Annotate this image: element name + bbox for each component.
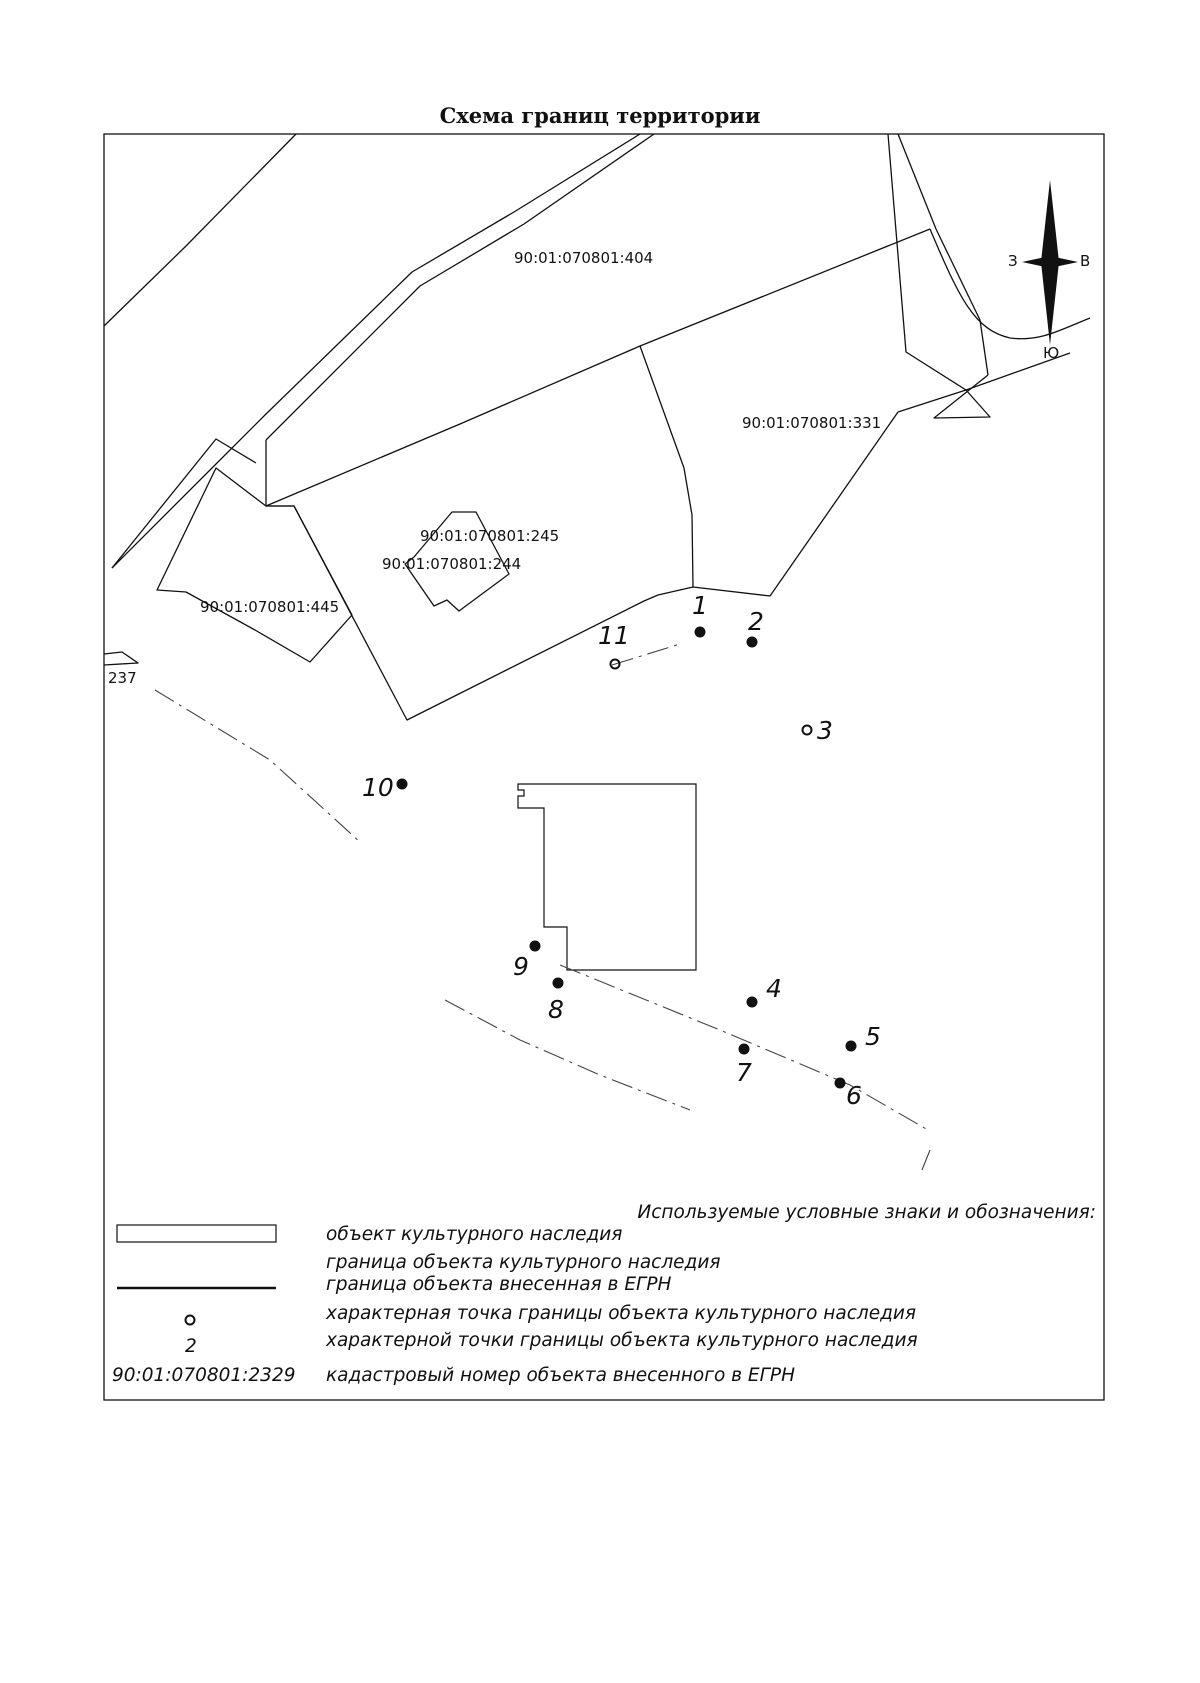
heritage-object: [518, 784, 696, 970]
boundary-line: [640, 346, 693, 587]
legend-item-text: кадастровый номер объекта внесенного в ЕГРН: [326, 1365, 795, 1386]
parcel-445-outline: [157, 468, 352, 662]
point-label-10: 10: [362, 773, 394, 802]
boundary-point-5: [846, 1041, 857, 1052]
boundary-line: [104, 652, 138, 665]
point-label-11: 11: [598, 621, 630, 650]
boundary-point-4: [747, 997, 758, 1008]
compass-north-needle: [1041, 180, 1059, 262]
cadastral-label-331: 90:01:070801:331: [742, 414, 882, 432]
point-label-2: 2: [748, 607, 764, 636]
road-edge: [922, 1150, 930, 1170]
legend: [112, 1202, 1096, 1386]
compass-east-label: В: [1080, 252, 1091, 270]
legend-item-text: характерная точка границы объекта культурного наследия: [326, 1303, 917, 1324]
boundary-point-6: [835, 1078, 846, 1089]
road-edges: [155, 644, 930, 1170]
road-edge: [155, 690, 360, 842]
boundary-point-3: [803, 726, 812, 735]
boundary-point-7: [739, 1044, 750, 1055]
boundary-line: [266, 390, 966, 720]
legend-item-text: граница объекта культурного наследия: [326, 1252, 721, 1273]
boundary-line: [104, 134, 296, 326]
legend-symbol-number: 2: [185, 1336, 197, 1357]
boundary-point-8: [553, 978, 564, 989]
parcel-boundaries: [104, 134, 1090, 720]
boundary-points: [362, 591, 881, 1110]
legend-symbol-point: [186, 1316, 195, 1325]
page-title: Схема границ территории: [439, 103, 761, 128]
compass-west-needle: [1022, 256, 1050, 268]
legend-symbol-cadastral: 90:01:070801:2329: [112, 1365, 296, 1386]
cadastral-label-244: 90:01:070801:244: [382, 555, 522, 573]
legend-heading: Используемые условные знаки и обозначения:: [637, 1202, 1096, 1223]
cadastral-label-237: 237: [108, 669, 137, 687]
point-label-6: 6: [846, 1081, 862, 1110]
cadastral-label-245: 90:01:070801:245: [420, 527, 560, 545]
boundary-point-9: [530, 941, 541, 952]
boundary-line: [266, 229, 930, 506]
point-label-8: 8: [548, 995, 564, 1024]
legend-item-text: объект культурного наследия: [326, 1224, 623, 1245]
point-label-1: 1: [692, 591, 708, 620]
legend-item-text: граница объекта внесенная в ЕГРН: [326, 1274, 672, 1295]
compass-south-needle: [1041, 262, 1059, 345]
legend-item-text: характерной точки границы объекта культурного наследия: [326, 1330, 918, 1351]
point-label-5: 5: [865, 1022, 881, 1051]
boundary-line: [888, 134, 990, 418]
road-edge: [445, 1000, 690, 1110]
compass-east-needle: [1050, 256, 1078, 268]
cadastral-label-445: 90:01:070801:445: [200, 598, 340, 616]
compass-south-label: Ю: [1043, 344, 1060, 362]
point-label-7: 7: [736, 1058, 752, 1087]
point-label-4: 4: [766, 974, 782, 1003]
compass-west-label: З: [1008, 252, 1018, 270]
compass-rose: [1008, 180, 1090, 362]
boundary-line: [112, 439, 256, 568]
boundary-point-2: [747, 637, 758, 648]
boundary-point-10: [397, 779, 408, 790]
cadastral-label-404: 90:01:070801:404: [514, 249, 654, 267]
stream-line: [930, 229, 1090, 339]
boundary-point-1: [695, 627, 706, 638]
boundary-line: [898, 134, 988, 375]
boundary-line: [266, 134, 654, 440]
point-label-9: 9: [513, 952, 529, 981]
legend-symbol-rectangle: [117, 1225, 276, 1242]
point-label-3: 3: [817, 716, 833, 745]
